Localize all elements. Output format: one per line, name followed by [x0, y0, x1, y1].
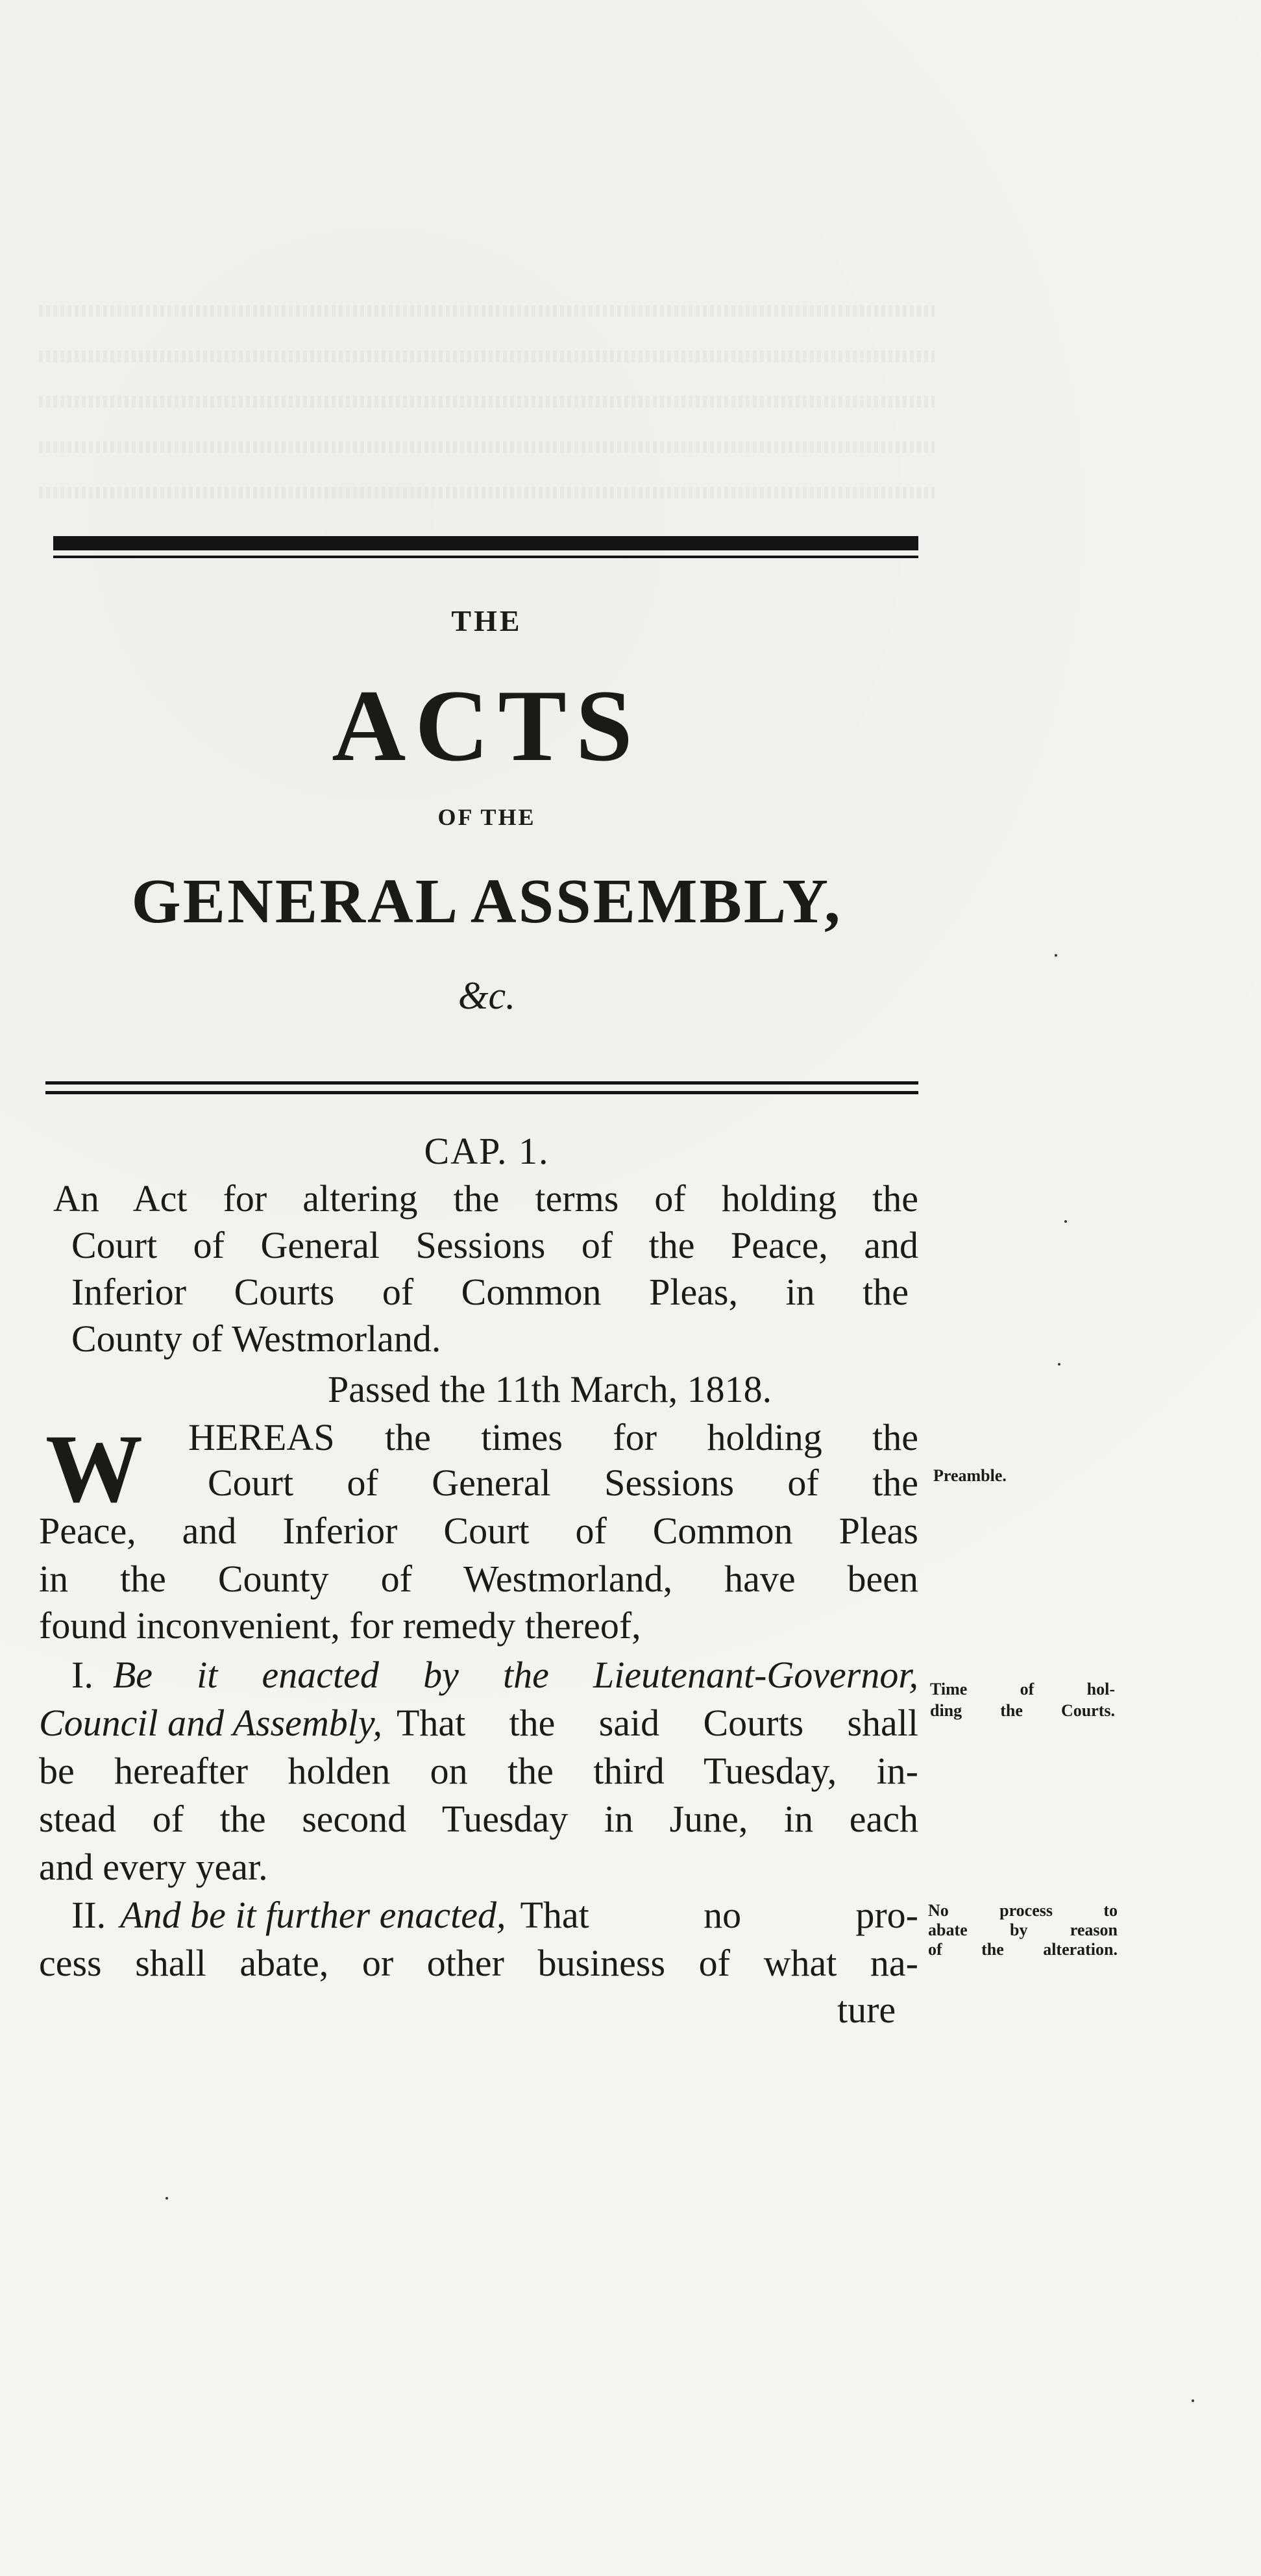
- section-1-council-assembly: Council and Assembly,: [39, 1702, 382, 1744]
- bleed-through-mark: [39, 350, 935, 362]
- section-2-line: cess shall abate, or other business of what na-: [39, 1942, 918, 1984]
- preamble-line: Court of General Sessions of the: [208, 1462, 918, 1504]
- title-general-assembly: GENERAL ASSEMBLY,: [131, 866, 842, 937]
- act-title-line: County of Westmorland.: [71, 1318, 441, 1360]
- preamble-line: found inconvenient, for remedy thereof,: [39, 1604, 641, 1647]
- margin-note-preamble: Preamble.: [933, 1466, 1007, 1485]
- section-1-line: stead of the second Tuesday in June, in each: [39, 1798, 918, 1840]
- paper-speck: [1055, 954, 1057, 957]
- passed-date: Passed the 11th March, 1818.: [328, 1368, 772, 1410]
- margin-note-no-process-a: No process to: [928, 1901, 1118, 1920]
- section-1-enacting-clause: Be it enacted by the Lieutenant-Governor,: [112, 1654, 918, 1696]
- top-ornamental-rule: [53, 536, 918, 550]
- margin-note-no-process-c: of the alteration.: [928, 1940, 1118, 1959]
- section-2-text: That no pro-: [520, 1894, 918, 1936]
- act-title-line: Inferior Courts of Common Pleas, in the: [71, 1271, 909, 1313]
- title-acts: ACTS: [332, 669, 642, 783]
- bleed-through-mark: [39, 305, 935, 317]
- margin-note-time-b: ding the Courts.: [930, 1701, 1115, 1720]
- act-title-line: An Act for altering the terms of holding the: [53, 1177, 918, 1220]
- margin-note-no-process-b: abate by reason: [928, 1920, 1118, 1939]
- paper-speck: [165, 2197, 168, 2200]
- section-1-line: and every year.: [39, 1846, 268, 1888]
- paper-speck: [1064, 1220, 1067, 1223]
- double-rule-upper: [45, 1081, 918, 1085]
- section-2-enacting-clause: And be it further enacted,: [120, 1894, 506, 1936]
- section-1-number: I.: [71, 1654, 93, 1696]
- bleed-through-mark: [39, 396, 935, 408]
- section-1-text: That the said Courts shall: [396, 1702, 918, 1744]
- double-rule-lower: [45, 1091, 918, 1094]
- paper-speck: [1058, 1363, 1060, 1366]
- section-2-first-line: [71, 1896, 918, 1934]
- title-etc: &c.: [458, 974, 516, 1017]
- drop-cap: W: [45, 1415, 143, 1523]
- preamble-line: HEREAS the times for holding the: [188, 1416, 918, 1458]
- section-1-first-line: [71, 1656, 918, 1694]
- catchword: ture: [837, 1989, 896, 2031]
- paper-speck: [1192, 2399, 1194, 2402]
- section-1-second-line: [39, 1704, 918, 1742]
- bleed-through-mark: [39, 487, 935, 498]
- title-the: THE: [451, 604, 522, 637]
- margin-note-time-a: Time of hol-: [930, 1680, 1115, 1699]
- section-1-line: be hereafter holden on the third Tuesday, in-: [39, 1750, 918, 1792]
- preamble-line: in the County of Westmorland, have been: [39, 1558, 918, 1600]
- bleed-through-mark: [39, 441, 935, 453]
- section-2-number: II.: [71, 1894, 106, 1936]
- act-title-line: Court of General Sessions of the Peace, and: [71, 1224, 918, 1266]
- title-of-the: OF THE: [437, 804, 536, 830]
- top-rule-underline: [53, 556, 918, 558]
- chapter-heading: CAP. 1.: [424, 1130, 550, 1172]
- preamble-line: Peace, and Inferior Court of Common Pleas: [39, 1510, 918, 1552]
